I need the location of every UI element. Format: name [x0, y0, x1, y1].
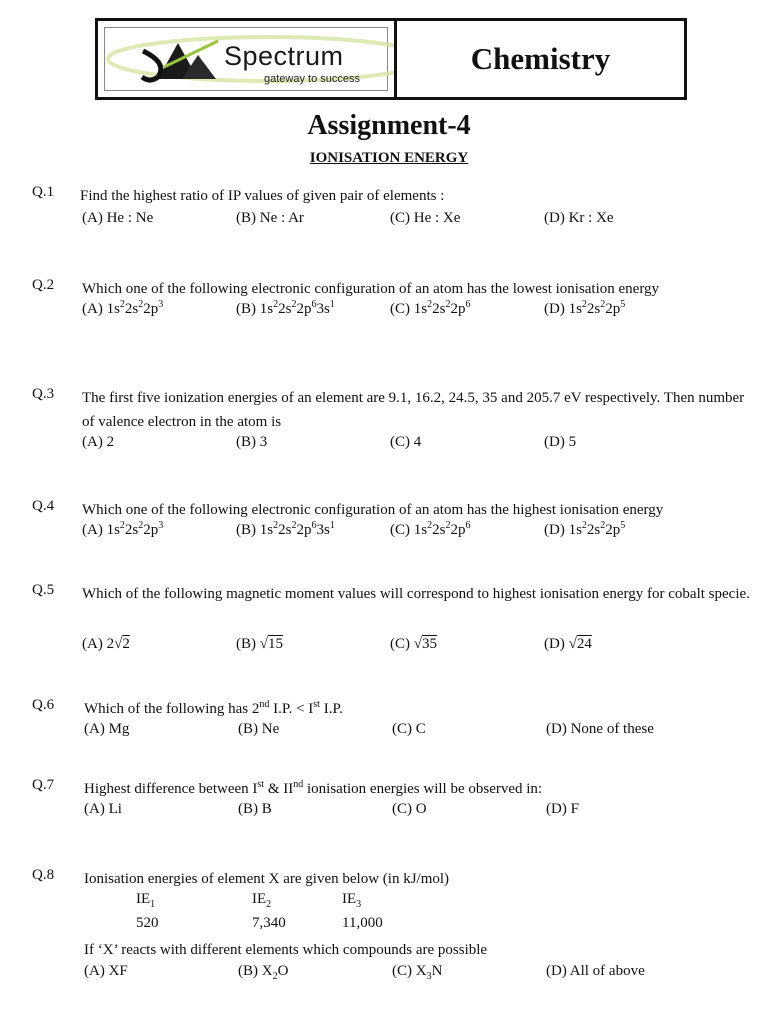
options-row — [84, 721, 744, 745]
question-text-2: If ‘X’ reacts with different elements which compounds are possible — [84, 942, 488, 958]
option-a: (A) 2√2 — [82, 636, 130, 653]
option-c: (C) He : Xe — [390, 210, 461, 226]
logo-tagline: gateway to success — [264, 73, 360, 85]
option-c: (C) $X_3N$ — [392, 963, 443, 982]
option-b: (B) $1s^22s^22p^63s^1$ — [236, 299, 335, 317]
option-d: (D) F — [546, 801, 579, 817]
question-text: Which one of the following electronic configuration of an atom has the lowest ionisation energy — [82, 281, 660, 297]
ie-value: 520 — [136, 915, 159, 931]
option-d: (D) √24 — [544, 636, 592, 653]
option-d: (D) $1s^22s^22p^5$ — [544, 520, 626, 538]
ie-value: 7,340 — [252, 915, 286, 931]
option-b: (B) Ne — [238, 721, 280, 737]
sqrt-icon: √ — [114, 636, 123, 653]
option-c: (C) O — [392, 801, 427, 817]
options-row — [82, 301, 742, 325]
question-number: Q.3 — [32, 386, 55, 402]
options-row — [82, 522, 742, 546]
question-number: Q.8 — [32, 867, 55, 883]
option-b: (B) Ne : Ar — [236, 210, 304, 226]
option-d: (D) All of above — [546, 963, 645, 979]
subject-title: Chemistry — [470, 41, 611, 76]
ie-value: 11,000 — [342, 915, 383, 931]
question-number: Q.4 — [32, 498, 55, 514]
option-c: (C) $1s^22s^22p^6$ — [390, 299, 471, 317]
sqrt-icon: √ — [568, 636, 577, 653]
option-b: (B) $1s^22s^22p^63s^1$ — [236, 520, 335, 538]
assignment-title: Assignment-4 — [307, 110, 471, 141]
option-b: (B) B — [238, 801, 272, 817]
logo-name: Spectrum — [224, 41, 344, 71]
option-c: (C) $1s^22s^22p^6$ — [390, 520, 471, 538]
question-text: Ionisation energies of element X are given below (in kJ/mol) — [84, 871, 450, 887]
options-row — [84, 963, 744, 987]
option-c: (C) C — [392, 721, 426, 737]
options-row — [82, 434, 742, 458]
option-d: (D) $1s^22s^22p^5$ — [544, 299, 626, 317]
option-d: (D) Kr : Xe — [544, 210, 614, 226]
header-box — [95, 18, 687, 100]
question-number: Q.7 — [32, 777, 55, 793]
option-a: (A) He : Ne — [82, 210, 154, 226]
option-a: (A) Li — [84, 801, 122, 817]
question-text: Which of the following magnetic moment values will correspond to highest ionisation energy for cobalt specie. — [82, 586, 750, 602]
option-a: (A) Mg — [84, 721, 130, 737]
question-text: Highest difference between Ist & IInd ionisation energies will be observed in: — [84, 779, 543, 797]
question-text: Which of the following has 2nd I.P. < Ist I.P. — [84, 699, 343, 717]
option-a: (A) $1s^22s^22p^3$ — [82, 520, 164, 538]
option-d: (D) 5 — [544, 434, 577, 450]
options-row — [82, 636, 742, 662]
sqrt-icon: √ — [413, 636, 422, 653]
question-number: Q.1 — [32, 184, 55, 200]
ie-header: $IE_1$ — [136, 891, 156, 910]
option-b: (B) 3 — [236, 434, 268, 450]
ie-value-row — [136, 915, 536, 937]
option-d: (D) None of these — [546, 721, 654, 737]
options-row — [84, 801, 744, 825]
option-a: (A) 2 — [82, 434, 115, 450]
logo — [98, 21, 397, 97]
option-b: (B) √15 — [236, 636, 283, 653]
question-number: Q.5 — [32, 582, 55, 598]
assignment-subtitle: IONISATION ENERGY — [309, 150, 469, 166]
sqrt-icon: √ — [259, 636, 268, 653]
ie-header: $IE_2$ — [252, 891, 272, 910]
options-row — [82, 210, 742, 234]
question-number: Q.6 — [32, 697, 55, 713]
question-number: Q.2 — [32, 277, 55, 293]
ie-header-row — [136, 891, 536, 913]
question-text: Find the highest ratio of IP values of given pair of elements : — [80, 188, 445, 204]
option-b: (B) $X_2O$ — [238, 963, 289, 982]
question-text: The first five ionization energies of an element are 9.1, 16.2, 24.5, 35 and 205.7 eV respectively. Then number of valence electron in the atom is — [82, 390, 745, 430]
ie-header: $IE_3$ — [342, 891, 362, 910]
option-a: (A) $1s^22s^22p^3$ — [82, 299, 164, 317]
question-text: Which one of the following electronic configuration of an atom has the highest ionisation energy — [82, 502, 664, 518]
option-a: (A) XF — [84, 963, 128, 979]
option-c: (C) 4 — [390, 434, 422, 450]
option-c: (C) √35 — [390, 636, 437, 653]
